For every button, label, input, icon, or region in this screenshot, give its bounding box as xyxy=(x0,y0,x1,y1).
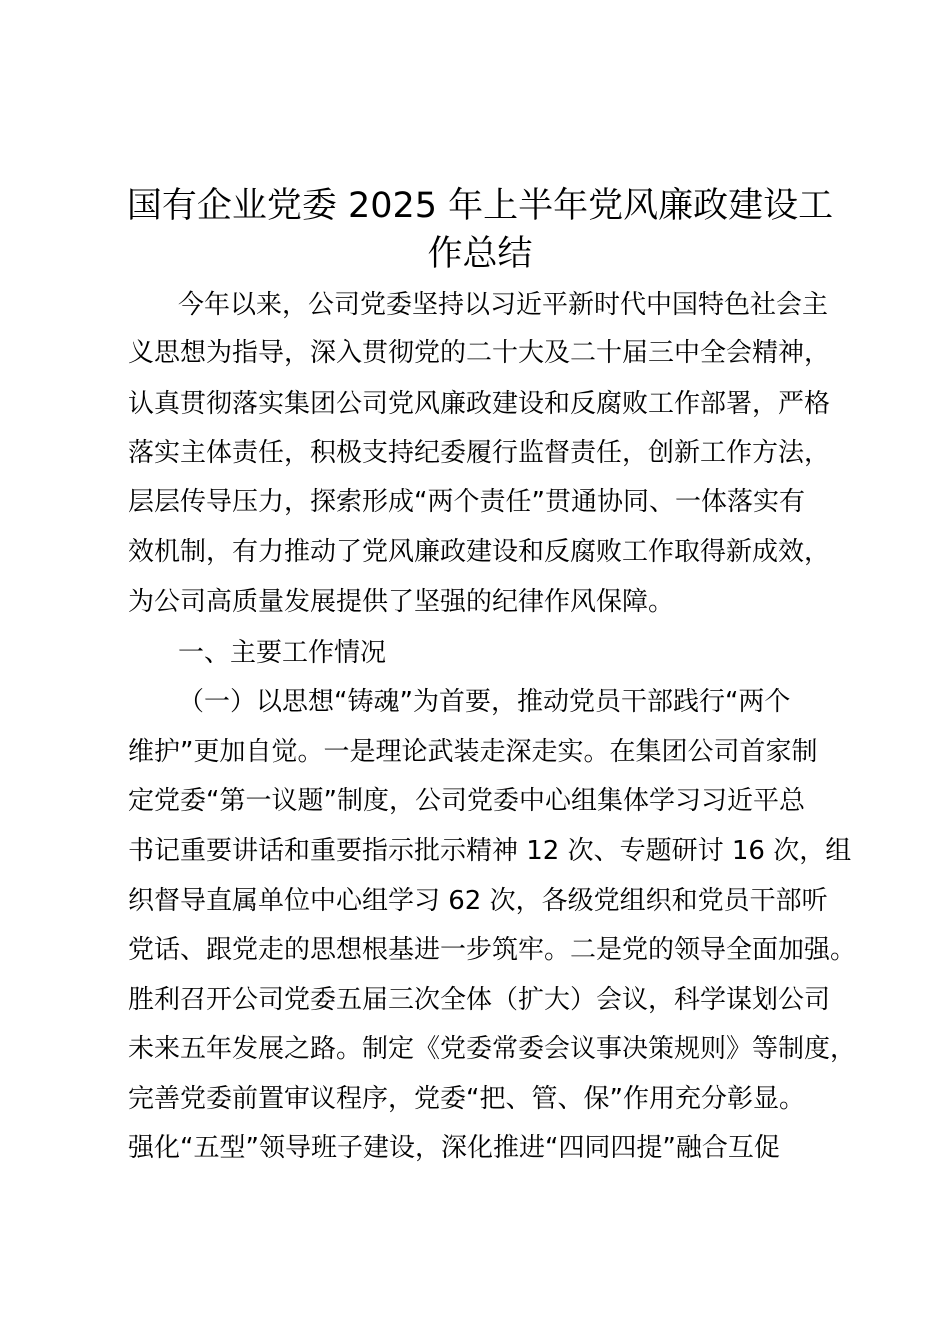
paragraph-line: 效机制，有力推动了党风廉政建设和反腐败工作取得新成效， xyxy=(128,537,831,567)
section-heading: 一、主要工作情况 xyxy=(178,638,387,668)
paragraph-line: 强化“五型”领导班子建设，深化推进“四同四提”融合互促 xyxy=(128,1133,780,1163)
paragraph-line: 为公司高质量发展提供了坚强的纪律作风保障。 xyxy=(128,587,675,617)
paragraph-line: 织督导直属单位中心组学习 62 次，各级党组织和党员干部听 xyxy=(128,886,828,916)
paragraph-line: 维护”更加自觉。一是理论武装走深走实。在集团公司首家制 xyxy=(128,737,818,767)
paragraph-line: 认真贯彻落实集团公司党风廉政建设和反腐败工作部署，严格 xyxy=(128,389,831,419)
paragraph-line: 义思想为指导，深入贯彻党的二十大及二十届三中全会精神， xyxy=(128,338,831,368)
document-title-line-1: 国有企业党委 2025 年上半年党风廉政建设工 xyxy=(126,186,834,226)
paragraph-line: 层层传导压力，探索形成“两个责任”贯通协同、一体落实有 xyxy=(128,487,805,517)
paragraph-line: （一）以思想“铸魂”为首要，推动党员干部践行“两个 xyxy=(178,687,791,717)
paragraph-line: 落实主体责任，积极支持纪委履行监督责任，创新工作方法， xyxy=(128,438,831,468)
paragraph-line: 定党委“第一议题”制度，公司党委中心组集体学习习近平总 xyxy=(128,786,805,816)
paragraph-line: 完善党委前置审议程序，党委“把、管、保”作用充分彰显。 xyxy=(128,1084,805,1114)
paragraph-line: 今年以来，公司党委坚持以习近平新时代中国特色社会主 xyxy=(178,290,829,320)
paragraph-line: 胜利召开公司党委五届三次全体（扩大）会议，科学谋划公司 xyxy=(128,985,831,1015)
document-title-line-2: 作总结 xyxy=(427,234,533,274)
paragraph-line: 党话、跟党走的思想根基进一步筑牢。二是党的领导全面加强。 xyxy=(128,935,857,965)
paragraph-line: 未来五年发展之路。制定《党委常委会议事决策规则》等制度， xyxy=(128,1034,857,1064)
paragraph-line: 书记重要讲话和重要指示批示精神 12 次、专题研讨 16 次，组 xyxy=(128,836,852,866)
